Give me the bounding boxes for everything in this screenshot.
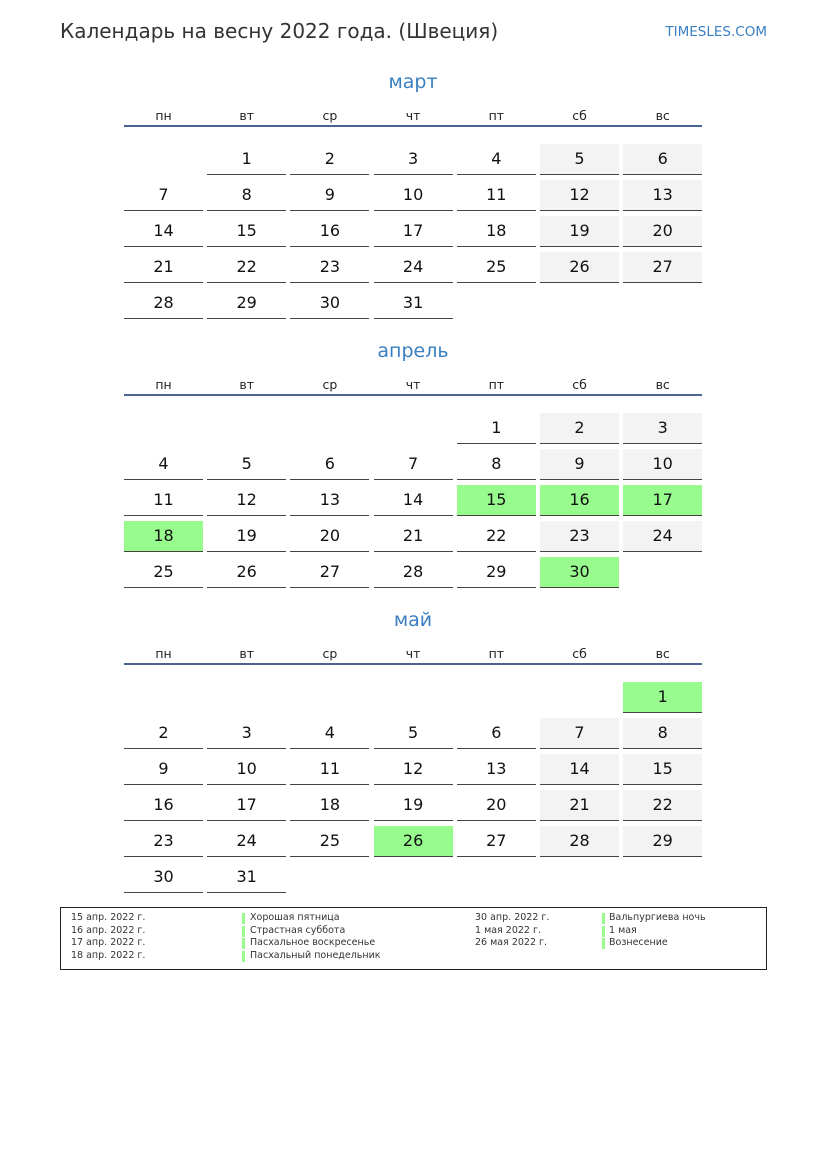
- day-cell[interactable]: 13: [623, 180, 702, 211]
- day-cell[interactable]: 14: [124, 216, 203, 247]
- day-cell[interactable]: 7: [124, 180, 203, 211]
- day-cell[interactable]: 9: [540, 449, 619, 480]
- day-cell[interactable]: 20: [457, 790, 536, 821]
- day-cell[interactable]: 18: [290, 790, 369, 821]
- day-cell[interactable]: 3: [374, 144, 453, 175]
- holiday-name: Пасхальный понедельник: [250, 950, 381, 962]
- day-cell[interactable]: 12: [540, 180, 619, 211]
- holiday-date: 30 апр. 2022 г.: [475, 912, 550, 923]
- holiday-date: 18 апр. 2022 г.: [71, 950, 146, 962]
- holiday-name: Страстная суббота: [250, 924, 346, 936]
- day-cell[interactable]: 29: [457, 557, 536, 588]
- day-cell[interactable]: 4: [290, 718, 369, 749]
- day-cell[interactable]: 11: [290, 754, 369, 785]
- day-cell[interactable]: 5: [374, 718, 453, 749]
- day-cell[interactable]: 17: [207, 790, 286, 821]
- day-cell[interactable]: 27: [290, 557, 369, 588]
- holiday-date: 26 мая 2022 г.: [475, 937, 548, 949]
- day-cell[interactable]: 16: [124, 790, 203, 821]
- day-cell[interactable]: 21: [124, 252, 203, 283]
- day-cell[interactable]: 13: [290, 485, 369, 516]
- month-title: апрель: [377, 340, 449, 362]
- day-cell[interactable]: 19: [540, 216, 619, 247]
- weekday-header: чт: [405, 646, 421, 661]
- day-cell[interactable]: 14: [374, 485, 453, 516]
- day-cell[interactable]: 1: [623, 682, 702, 713]
- day-cell[interactable]: 27: [457, 826, 536, 857]
- day-cell[interactable]: 9: [290, 180, 369, 211]
- header-rule: [124, 663, 702, 665]
- weekday-header: ср: [322, 646, 338, 661]
- holiday-date: 1 мая 2022 г.: [475, 924, 541, 936]
- day-cell[interactable]: 15: [207, 216, 286, 247]
- day-cell[interactable]: 1: [457, 413, 536, 444]
- weekday-header: пт: [488, 646, 505, 661]
- holiday-name: Хорошая пятница: [250, 912, 340, 923]
- day-cell[interactable]: 5: [207, 449, 286, 480]
- day-cell[interactable]: 12: [207, 485, 286, 516]
- day-cell[interactable]: 6: [290, 449, 369, 480]
- day-cell[interactable]: 9: [124, 754, 203, 785]
- weekday-header: сб: [572, 646, 587, 661]
- holiday-marker: [602, 913, 605, 924]
- day-cell[interactable]: 10: [623, 449, 702, 480]
- day-cell[interactable]: 10: [207, 754, 286, 785]
- day-cell[interactable]: 22: [207, 252, 286, 283]
- day-cell[interactable]: 7: [374, 449, 453, 480]
- holiday-name: 1 мая: [609, 924, 637, 936]
- day-cell[interactable]: 16: [540, 485, 619, 516]
- weekday-header: вс: [655, 377, 670, 392]
- holiday-date: 15 апр. 2022 г.: [71, 912, 146, 923]
- day-cell[interactable]: 4: [457, 144, 536, 175]
- month-title: май: [393, 609, 433, 631]
- day-cell[interactable]: 2: [540, 413, 619, 444]
- day-cell[interactable]: 25: [124, 557, 203, 588]
- day-cell[interactable]: 26: [207, 557, 286, 588]
- day-cell[interactable]: 24: [623, 521, 702, 552]
- weekday-header: вт: [239, 646, 255, 661]
- day-cell[interactable]: 19: [207, 521, 286, 552]
- weekday-header: пн: [155, 377, 172, 392]
- day-cell[interactable]: 23: [290, 252, 369, 283]
- day-cell[interactable]: 22: [623, 790, 702, 821]
- day-cell[interactable]: 8: [623, 718, 702, 749]
- day-cell[interactable]: 13: [457, 754, 536, 785]
- weekday-header: ср: [322, 377, 338, 392]
- day-cell[interactable]: 30: [540, 557, 619, 588]
- day-cell[interactable]: 29: [207, 288, 286, 319]
- day-cell[interactable]: 1: [207, 144, 286, 175]
- day-cell[interactable]: 15: [457, 485, 536, 516]
- holiday-marker: [242, 926, 245, 937]
- day-cell[interactable]: 28: [540, 826, 619, 857]
- holiday-name: Пасхальное воскресенье: [250, 937, 376, 949]
- day-cell[interactable]: 26: [540, 252, 619, 283]
- day-cell[interactable]: 14: [540, 754, 619, 785]
- weekday-header: пн: [155, 646, 172, 661]
- weekday-header: вс: [655, 646, 670, 661]
- brand-link[interactable]: TIMESLES.COM: [665, 24, 767, 40]
- day-cell[interactable]: 30: [124, 862, 203, 893]
- day-cell[interactable]: 7: [540, 718, 619, 749]
- day-cell[interactable]: 22: [457, 521, 536, 552]
- weekday-header: чт: [405, 377, 421, 392]
- day-cell[interactable]: 18: [457, 216, 536, 247]
- day-cell[interactable]: 20: [290, 521, 369, 552]
- day-cell[interactable]: 21: [374, 521, 453, 552]
- header-rule: [124, 125, 702, 127]
- day-cell[interactable]: 31: [374, 288, 453, 319]
- day-cell[interactable]: 16: [290, 216, 369, 247]
- holiday-marker: [242, 913, 245, 924]
- day-cell[interactable]: 19: [374, 790, 453, 821]
- day-cell[interactable]: 24: [207, 826, 286, 857]
- day-cell[interactable]: 26: [374, 826, 453, 857]
- day-cell[interactable]: 8: [457, 449, 536, 480]
- day-cell[interactable]: 29: [623, 826, 702, 857]
- day-cell[interactable]: 10: [374, 180, 453, 211]
- weekday-header: сб: [572, 377, 587, 392]
- day-cell[interactable]: 17: [623, 485, 702, 516]
- day-cell[interactable]: 25: [457, 252, 536, 283]
- day-cell[interactable]: 11: [124, 485, 203, 516]
- holiday-marker: [242, 938, 245, 949]
- day-cell[interactable]: 23: [540, 521, 619, 552]
- holiday-name: Вознесение: [609, 937, 668, 949]
- day-cell[interactable]: 31: [207, 862, 286, 893]
- day-cell[interactable]: 5: [540, 144, 619, 175]
- day-cell[interactable]: 28: [124, 288, 203, 319]
- day-cell[interactable]: 17: [374, 216, 453, 247]
- weekday-header: пн: [155, 108, 172, 123]
- month-title: март: [388, 71, 438, 93]
- day-cell[interactable]: 2: [290, 144, 369, 175]
- day-cell[interactable]: 3: [207, 718, 286, 749]
- weekday-header: пт: [488, 108, 505, 123]
- weekday-header: сб: [572, 108, 587, 123]
- weekday-header: вт: [239, 108, 255, 123]
- holiday-date: 16 апр. 2022 г.: [71, 924, 146, 936]
- weekday-header: пт: [488, 377, 505, 392]
- holiday-legend: [60, 907, 767, 970]
- day-cell[interactable]: 8: [207, 180, 286, 211]
- day-cell[interactable]: 15: [623, 754, 702, 785]
- holiday-marker: [602, 938, 605, 949]
- day-cell[interactable]: 28: [374, 557, 453, 588]
- day-cell[interactable]: 11: [457, 180, 536, 211]
- holiday-marker: [242, 951, 245, 962]
- day-cell[interactable]: 12: [374, 754, 453, 785]
- holiday-date: 17 апр. 2022 г.: [71, 937, 146, 949]
- page-title: Календарь на весну 2022 года. (Швеция): [60, 19, 499, 43]
- header-rule: [124, 394, 702, 396]
- day-cell[interactable]: 6: [457, 718, 536, 749]
- day-cell[interactable]: 27: [623, 252, 702, 283]
- weekday-header: вт: [239, 377, 255, 392]
- holiday-name: Вальпургиева ночь: [609, 912, 706, 923]
- day-cell[interactable]: 18: [124, 521, 203, 552]
- day-cell[interactable]: 6: [623, 144, 702, 175]
- weekday-header: вс: [655, 108, 670, 123]
- day-cell[interactable]: 4: [124, 449, 203, 480]
- weekday-header: ср: [322, 108, 338, 123]
- day-cell[interactable]: 20: [623, 216, 702, 247]
- day-cell[interactable]: 25: [290, 826, 369, 857]
- holiday-marker: [602, 926, 605, 937]
- day-cell[interactable]: 23: [124, 826, 203, 857]
- weekday-header: чт: [405, 108, 421, 123]
- day-cell[interactable]: 21: [540, 790, 619, 821]
- day-cell[interactable]: 2: [124, 718, 203, 749]
- day-cell[interactable]: 24: [374, 252, 453, 283]
- day-cell[interactable]: 30: [290, 288, 369, 319]
- day-cell[interactable]: 3: [623, 413, 702, 444]
